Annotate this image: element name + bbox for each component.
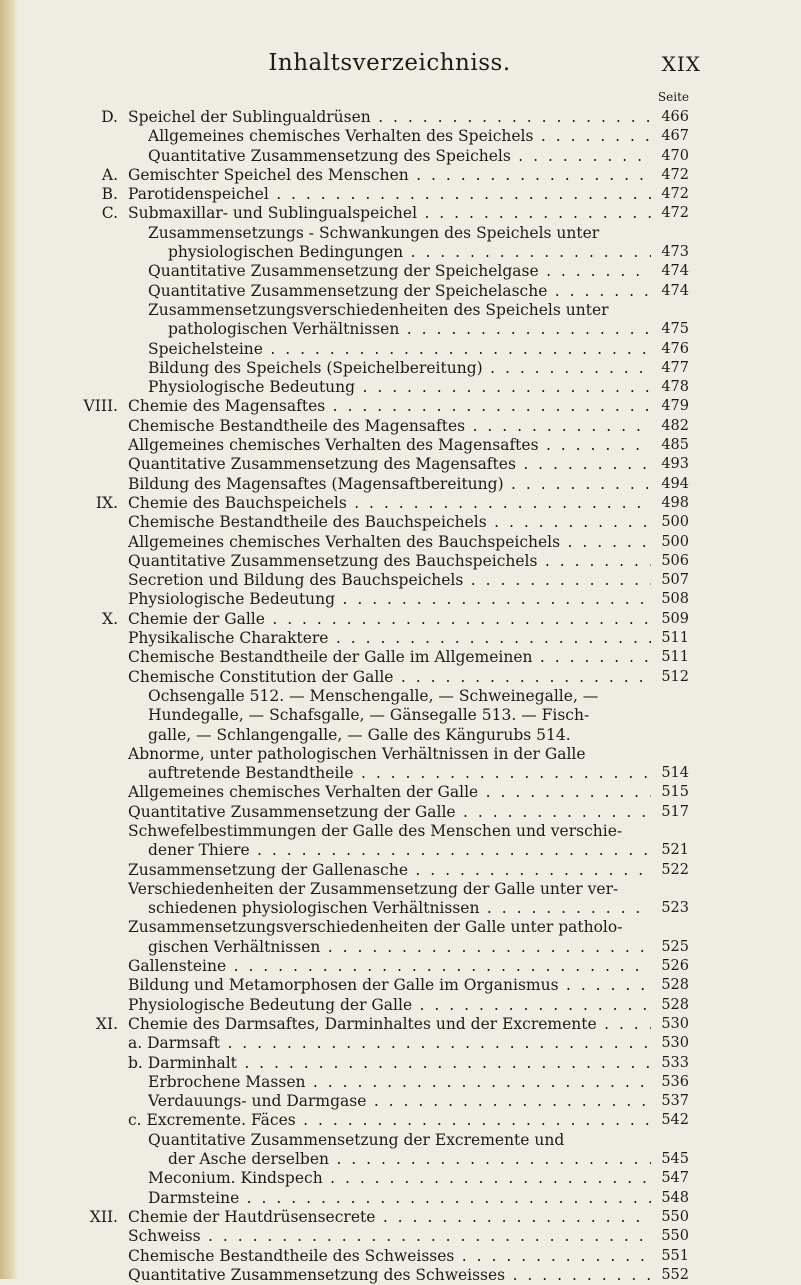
toc-entry-page: 515 [661, 784, 689, 801]
toc-entry [0, 957, 801, 976]
toc-entry-page: 498 [661, 494, 689, 511]
toc-entry-title: Bildung des Speichels (Speichelbereitung) . . . [148, 359, 651, 378]
toc-entry-page: 552 [661, 1266, 689, 1283]
toc-entry-page: 482 [661, 417, 689, 434]
toc-entry-title: auftretende Bestandtheile . . . [148, 764, 651, 783]
toc-entry-title: b. Darminhalt . . . [128, 1054, 651, 1073]
toc-entry-page: 500 [661, 514, 689, 531]
toc-entry-title: Gemischter Speichel des Menschen . . . [128, 166, 651, 185]
toc-entry-page: 467 [661, 128, 689, 145]
toc-entry-page: 478 [661, 379, 689, 396]
toc-entry [0, 1247, 801, 1266]
toc-entry [0, 108, 801, 127]
toc-entry-title: Schweiss . . . [128, 1227, 651, 1246]
toc-entry [0, 262, 801, 281]
toc-entry-title: Submaxillar- und Sublingualspeichel . . . [128, 204, 651, 223]
toc-entry-title: Quantitative Zusammensetzung des Bauchspeichels . . . [128, 552, 651, 571]
toc-entry-title: der Asche derselben . . . [168, 1150, 651, 1169]
toc-entry [0, 629, 801, 648]
toc-entry-title: galle, — Schlangengalle, — Galle des Kängurubs 514. [148, 725, 571, 744]
toc-entry [0, 783, 801, 802]
toc-entry-title: Chemische Bestandtheile der Galle im Allgemeinen . . . [128, 648, 651, 667]
toc-entry-title: Meconium. Kindspech . . . [148, 1169, 651, 1188]
toc-entry-page: 542 [661, 1112, 689, 1129]
toc-entry-title: Abnorme, unter pathologischen Verhältnissen in der Galle [128, 744, 586, 763]
toc-entry [0, 378, 801, 397]
toc-entry-page: 521 [661, 842, 689, 859]
toc-entry [0, 552, 801, 571]
toc-entry-page: 472 [661, 166, 689, 183]
toc-entry-title: Zusammensetzungsverschiedenheiten des Speichels unter [148, 300, 609, 319]
toc-entry [0, 436, 801, 455]
toc-entry-title: Quantitative Zusammensetzung der Galle . . . [128, 803, 651, 822]
toc-entry-title: Bildung des Magensaftes (Magensaftbereitung) . . . [128, 475, 651, 494]
toc-entry-title: Gallensteine . . . [128, 957, 651, 976]
toc-entry [0, 861, 801, 880]
toc-entry-number: IX. [95, 493, 118, 512]
toc-entry-page: 477 [661, 359, 689, 376]
toc-entry [0, 166, 801, 185]
toc-entry [0, 1169, 801, 1188]
page-number: XIX [661, 52, 701, 76]
toc-entry-page: 525 [661, 938, 689, 955]
toc-entry-title: Hundegalle, — Schafsgalle, — Gänsegalle 513. — Fisch- [148, 706, 590, 725]
toc-entry-title: Verdauungs- und Darmgase . . . [148, 1092, 651, 1111]
toc-entry [0, 494, 801, 513]
toc-entry-title: Quantitative Zusammensetzung des Magensaftes . . . [128, 455, 651, 474]
toc-entry-page: 528 [661, 996, 689, 1013]
toc-entry-page: 528 [661, 977, 689, 994]
toc-entry [0, 726, 801, 745]
toc-entry [0, 147, 801, 166]
toc-entry [0, 1054, 801, 1073]
toc-entry [0, 475, 801, 494]
toc-entry-title: Zusammensetzung der Gallenasche . . . [128, 861, 651, 880]
toc-entry-page: 506 [661, 552, 689, 569]
toc-entry [0, 204, 801, 223]
toc-entry [0, 533, 801, 552]
toc-entry [0, 668, 801, 687]
toc-entry-title: Allgemeines chemisches Verhalten der Galle . . . [128, 783, 651, 802]
toc-entry-title: Physiologische Bedeutung . . . [148, 378, 651, 397]
toc-entry-title: Chemische Bestandtheile des Magensaftes . . . [128, 417, 651, 436]
toc-entry-number: VIII. [83, 397, 118, 416]
toc-entry-page: 466 [661, 109, 689, 125]
toc-entry [0, 706, 801, 725]
toc-entry-page: 550 [661, 1208, 689, 1225]
toc-entry-title: Chemie des Darmsaftes, Darminhaltes und der Excremente . . . [128, 1015, 651, 1034]
toc-entry-title: Allgemeines chemisches Verhalten des Bauchspeichels . . . [128, 533, 651, 552]
toc-entry-page: 522 [661, 861, 689, 878]
toc-entry [0, 899, 801, 918]
toc-entry [0, 127, 801, 146]
toc-entry-page: 551 [661, 1247, 689, 1264]
toc-entry-title: Chemie des Magensaftes . . . [128, 397, 651, 416]
toc-entry-page: 508 [661, 591, 689, 608]
toc-entry-title: Physiologische Bedeutung . . . [128, 590, 651, 609]
toc-entry [0, 1266, 801, 1285]
toc-entry-page: 548 [661, 1189, 689, 1206]
toc-entry-page: 474 [661, 263, 689, 280]
toc-entry-page: 514 [661, 765, 689, 782]
toc-entry-number: C. [101, 204, 118, 223]
toc-entry-title: Schwefelbestimmungen der Galle des Menschen und verschie- [128, 821, 623, 840]
toc-entry-title: Zusammensetzungsverschiedenheiten der Galle unter patholo- [128, 918, 623, 937]
toc-entry-page: 507 [661, 572, 689, 589]
toc-entry [0, 320, 801, 339]
toc-entry-page: 545 [661, 1151, 689, 1168]
toc-entry [0, 1111, 801, 1130]
toc-entry-page: 474 [661, 282, 689, 299]
toc-entry-page: 550 [661, 1228, 689, 1245]
toc-entry [0, 880, 801, 899]
toc-entry-page: 494 [661, 475, 689, 492]
toc-entry-title: Quantitative Zusammensetzung der Excremente und [148, 1130, 565, 1149]
toc-entry-title: Bildung und Metamorphosen der Galle im Organismus . . . [128, 976, 651, 995]
toc-entry-page: 536 [661, 1073, 689, 1090]
toc-entry-title: c. Excremente. Fäces . . . [128, 1111, 651, 1130]
toc-entry-page: 511 [661, 630, 689, 647]
toc-entry-number: D. [101, 108, 118, 126]
page-title: Inhaltsverzeichniss. [268, 50, 511, 76]
toc-entry-page: 523 [661, 900, 689, 917]
toc-entry [0, 610, 801, 629]
toc-entry-title: Erbrochene Massen . . . [148, 1073, 651, 1092]
toc-entry [0, 571, 801, 590]
toc-entry-page: 485 [661, 437, 689, 454]
toc-entry-title: Allgemeines chemisches Verhalten des Magensaftes . . . [128, 436, 651, 455]
toc-entry [0, 1073, 801, 1092]
table-of-contents [0, 108, 801, 1285]
toc-entry-title: Chemie des Bauchspeichels . . . [128, 494, 651, 513]
toc-entry-number: X. [102, 609, 118, 628]
toc-entry-title: Zusammensetzungs - Schwankungen des Speichels unter [148, 223, 600, 242]
toc-entry-title: Chemische Bestandtheile des Schweisses . . . [128, 1247, 651, 1266]
toc-entry-number: XII. [89, 1207, 118, 1226]
toc-entry [0, 243, 801, 262]
toc-entry [0, 513, 801, 532]
toc-entry-page: 512 [661, 668, 689, 685]
toc-entry [0, 803, 801, 822]
toc-entry [0, 996, 801, 1015]
toc-entry [0, 1227, 801, 1246]
toc-entry [0, 918, 801, 937]
toc-entry-title: a. Darmsaft . . . [128, 1034, 651, 1053]
toc-entry [0, 687, 801, 706]
toc-entry-title: Physiologische Bedeutung der Galle . . . [128, 996, 651, 1015]
toc-entry-title: gischen Verhältnissen . . . [148, 938, 651, 957]
toc-entry [0, 282, 801, 301]
toc-entry [0, 841, 801, 860]
toc-entry [0, 224, 801, 243]
toc-entry-title: physiologischen Bedingungen . . . [168, 243, 651, 262]
toc-entry-title: Physikalische Charaktere . . . [128, 629, 651, 648]
toc-entry [0, 1092, 801, 1111]
toc-entry-title: Quantitative Zusammensetzung des Speichels . . . [148, 147, 651, 166]
toc-entry [0, 455, 801, 474]
toc-entry-number: XI. [95, 1014, 118, 1033]
toc-entry [0, 1034, 801, 1053]
toc-entry-page: 472 [661, 186, 689, 203]
toc-entry-title: pathologischen Verhältnissen . . . [168, 320, 651, 339]
toc-entry-title: Speichel der Sublingualdrüsen . . . [128, 108, 651, 127]
page-column-label: Seite [657, 90, 689, 104]
toc-entry-number: B. [101, 185, 118, 204]
toc-entry-title: Verschiedenheiten der Zusammensetzung der Galle unter ver- [128, 879, 619, 898]
toc-entry-page: 530 [661, 1035, 689, 1052]
running-head [78, 50, 701, 80]
toc-entry [0, 976, 801, 995]
toc-entry [0, 417, 801, 436]
toc-entry [0, 1189, 801, 1208]
toc-entry-title: Speichelsteine . . . [148, 340, 651, 359]
toc-entry-title: Quantitative Zusammensetzung der Speichelasche . . . [148, 282, 651, 301]
toc-entry-title: Quantitative Zusammensetzung des Schweisses . . . [128, 1266, 651, 1285]
toc-entry-page: 526 [661, 958, 689, 975]
toc-entry-page: 517 [661, 803, 689, 820]
toc-entry [0, 745, 801, 764]
toc-entry-title: Chemie der Galle . . . [128, 610, 651, 629]
toc-entry-title: Allgemeines chemisches Verhalten des Speichels . . . [148, 127, 651, 146]
toc-entry [0, 340, 801, 359]
toc-entry [0, 938, 801, 957]
toc-entry [0, 185, 801, 204]
toc-entry [0, 764, 801, 783]
toc-entry-title: Ochsengalle 512. — Menschengalle, — Schweinegalle, — [148, 686, 599, 705]
toc-entry [0, 359, 801, 378]
toc-entry-title: schiedenen physiologischen Verhältnissen . . . [148, 899, 651, 918]
toc-entry [0, 822, 801, 841]
toc-entry [0, 590, 801, 609]
toc-entry-title: dener Thiere . . . [148, 841, 651, 860]
toc-entry-page: 511 [661, 649, 689, 666]
toc-entry [0, 1208, 801, 1227]
toc-entry-title: Darmsteine . . . [148, 1189, 651, 1208]
toc-entry-title: Parotidenspeichel . . . [128, 185, 651, 204]
toc-entry-title: Chemie der Hautdrüsensecrete . . . [128, 1208, 651, 1227]
toc-entry-title: Quantitative Zusammensetzung der Speichelgase . . . [148, 262, 651, 281]
toc-entry [0, 648, 801, 667]
toc-entry-page: 509 [661, 610, 689, 627]
toc-entry-title: Secretion und Bildung des Bauchspeichels . . . [128, 571, 651, 590]
toc-entry-page: 473 [661, 244, 689, 261]
toc-entry-page: 479 [661, 398, 689, 415]
toc-entry-page: 537 [661, 1093, 689, 1110]
toc-entry [0, 1131, 801, 1150]
toc-entry [0, 1150, 801, 1169]
toc-entry [0, 301, 801, 320]
toc-entry-page: 476 [661, 340, 689, 357]
toc-entry-page: 493 [661, 456, 689, 473]
toc-entry [0, 1015, 801, 1034]
toc-entry-page: 547 [661, 1170, 689, 1187]
toc-entry [0, 397, 801, 416]
toc-entry-title: Chemische Bestandtheile des Bauchspeichels . . . [128, 513, 651, 532]
toc-entry-number: A. [101, 165, 118, 184]
toc-entry-page: 475 [661, 321, 689, 338]
toc-entry-page: 470 [661, 147, 689, 164]
toc-entry-page: 533 [661, 1054, 689, 1071]
toc-entry-page: 530 [661, 1015, 689, 1032]
toc-entry-page: 500 [661, 533, 689, 550]
toc-entry-page: 472 [661, 205, 689, 222]
toc-entry-title: Chemische Constitution der Galle . . . [128, 668, 651, 687]
